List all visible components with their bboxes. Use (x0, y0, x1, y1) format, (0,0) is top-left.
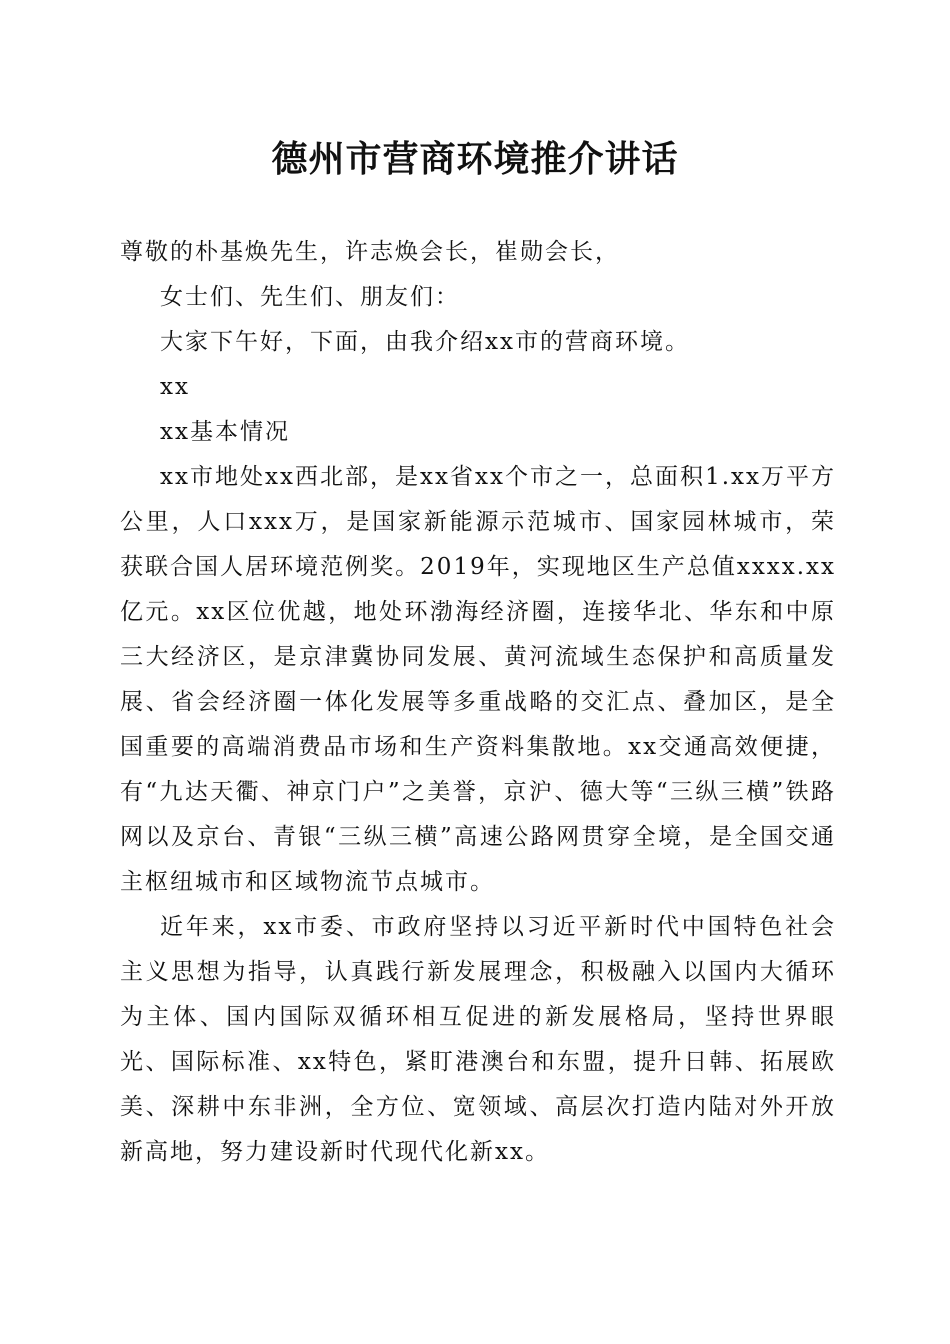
salutation-line: 尊敬的朴基焕先生，许志焕会长，崔勋会长， (120, 239, 620, 265)
section-heading: xx基本情况 (160, 419, 290, 445)
document-body (120, 230, 836, 1175)
page-title: 德州市营商环境推介讲话 (271, 138, 679, 180)
paragraph-recent-years: 近年来，xx市委、市政府坚持以习近平新时代中国特色社会主义思想为指导，认真践行新发展理念，积极融入以国内大循环为主体、国内国际双循环相互促进的新发展格局，坚持世界眼光、国际标准、xx特色，紧盯港澳台和东盟，提升日韩、拓展欧美、深耕中东非洲，全方位、宽领域、高层次打造内陆对外开放新高地，努力建设新时代现代化新xx。 (120, 914, 836, 1165)
greeting-line: 女士们、先生们、朋友们： (160, 284, 460, 310)
paragraph-basic-info: xx市地处xx西北部，是xx省xx个市之一，总面积1.xx万平方公里，人口xxx万，是国家新能源示范城市、国家园林城市，荣获联合国人居环境范例奖。2019年，实现地区生产总值xxxx.xx亿元。xx区位优越，地处环渤海经济圈，连接华北、华东和中原三大经济区，是京津冀协同发展、黄河流域生态保护和高质量发展、省会经济圈一体化发展等多重战略的交汇点、叠加区，是全国重要的高端消费品市场和生产资料集散地。xx交通高效便捷，有“九达天衢、神京门户”之美誉，京沪、德大等“三纵三横”铁路网以及京台、青银“三纵三横”高速公路网贯穿全境，是全国交通主枢纽城市和区域物流节点城市。 (120, 464, 836, 895)
section-marker: xx (160, 374, 190, 400)
opening-line: 大家下午好，下面，由我介绍xx市的营商环境。 (160, 329, 690, 355)
